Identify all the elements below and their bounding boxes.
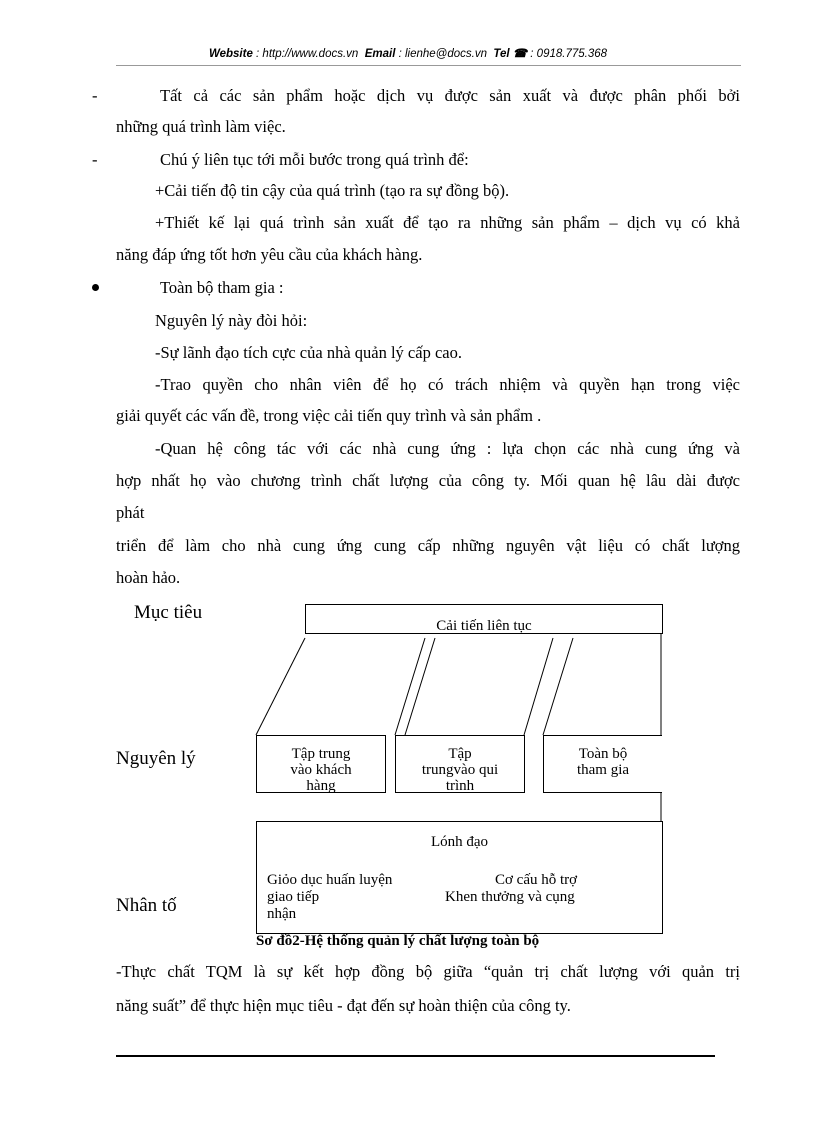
diagram-caption: Sơ đồ2-Hệ thống quản lý chất lượng toàn bộ: [256, 933, 540, 949]
text-line: -Sự lãnh đạo tích cực của nhà quản lý cấp cao.: [155, 343, 462, 362]
diagram-box-factors: [256, 821, 663, 934]
diagram-box-process-focus: [395, 735, 525, 793]
diagram-box-text: trình: [445, 778, 475, 793]
text-line: -Quan hệ công tác với các nhà cung ứng : lựa chọn các nhà cung ứng và: [155, 439, 740, 458]
diagram-box-continuous-improvement: [305, 604, 663, 634]
diagram-box-text: Khen thưởng và cụng: [445, 889, 575, 905]
diagram-label-principle: Nguyên lý: [116, 748, 196, 769]
diagram-box-text: Toàn bộ: [578, 746, 628, 762]
text-line: triển để làm cho nhà cung ứng cung cấp những nguyên vật liệu có chất lượng: [116, 536, 740, 555]
text-line: những quá trình làm việc.: [116, 117, 286, 136]
header-tel-value: : 0918.775.368: [530, 48, 608, 60]
text-line: hoàn hảo.: [116, 568, 181, 587]
diagram-box-text: giao tiếp: [267, 889, 320, 905]
text-line: +Thiết kế lại quá trình sản xuất để tạo ra những sản phẩm – dịch vụ có khả: [155, 213, 740, 232]
diagram-box-text: Cơ cấu hỗ trợ: [495, 872, 578, 888]
diagram-box-text: trungvào qui: [421, 762, 499, 778]
header-email-value: : lienhe@docs.vn: [398, 48, 487, 60]
header-website-value: : http://www.docs.vn: [256, 48, 359, 60]
diagram-box-text: hàng: [306, 778, 336, 793]
diagram-box-customer-focus: [256, 735, 386, 793]
diagram-box-text: nhận: [267, 906, 297, 922]
text-line: năng suất” để thực hiện mục tiêu - đạt đến sự hoàn thiện của công ty.: [116, 996, 571, 1015]
bullet-dash: -: [92, 150, 98, 169]
diagram-box-text: Tập: [448, 746, 472, 762]
text-line: phát: [116, 503, 145, 522]
diagram-box-text: tham gia: [576, 762, 630, 778]
diagram-box-text: Cải tiến liên tục: [436, 618, 532, 634]
diagram-box-total-participation: [543, 735, 662, 793]
text-line: -Thực chất TQM là sự kết hợp đồng bộ giữa “quản trị chất lượng với quản trị: [116, 962, 740, 981]
text-line: giải quyết các vấn đề, trong việc cải tiến quy trình và sản phẩm .: [116, 406, 542, 425]
header-website-label: Website: [208, 48, 253, 60]
text-line: hợp nhất họ vào chương trình chất lượng của công ty. Mối quan hệ lâu dài được: [116, 471, 740, 490]
diagram-box-text: Tập trung: [291, 746, 351, 762]
diagram-box-text: Giỏo dục huấn luyện: [267, 872, 393, 888]
diagram-label-factor: Nhân tố: [116, 895, 177, 916]
diagram-leadership: Lónh đạo: [430, 834, 489, 850]
diagram-box-text: vào khách: [290, 762, 352, 778]
diagram-factors-left: [267, 872, 392, 923]
header-tel-label: Tel ☎: [493, 48, 528, 60]
text-line: Chú ý liên tục tới mỗi bước trong quá trình để:: [160, 150, 469, 169]
diagram-label-goal: Mục tiêu: [134, 602, 203, 623]
header-email-label: Email: [364, 48, 396, 60]
text-line: năng đáp ứng tốt hơn yêu cầu của khách hàng.: [116, 245, 423, 264]
bullet-dash: -: [92, 86, 98, 105]
footer-divider: [116, 1055, 715, 1057]
text-line: -Trao quyền cho nhân viên để họ có trách nhiệm và quyền hạn trong việc: [155, 375, 740, 394]
text-line: Nguyên lý này đòi hỏi:: [155, 311, 308, 330]
text-line: +Cải tiến độ tin cậy của quá trình (tạo ra sự đồng bộ).: [155, 181, 510, 200]
diagram-factors-right: [445, 872, 577, 906]
text-line: Toàn bộ tham gia :: [160, 278, 284, 297]
text-line: Tất cả các sản phẩm hoặc dịch vụ được sản xuất và được phân phối bởi: [160, 86, 740, 105]
